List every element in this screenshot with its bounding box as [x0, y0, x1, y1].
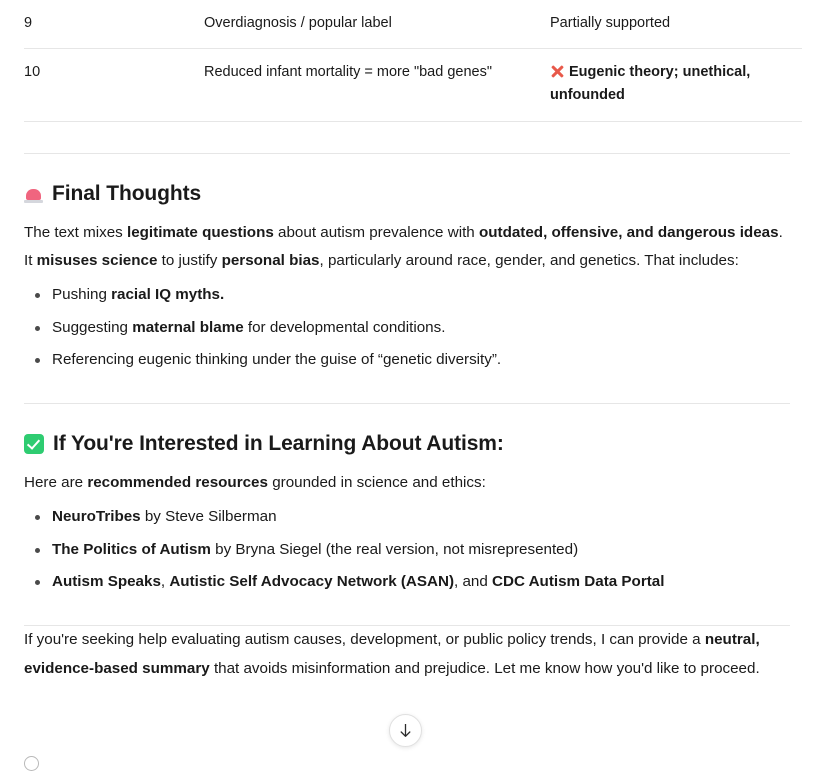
list-item — [52, 539, 790, 562]
scroll-to-bottom-button[interactable] — [389, 714, 422, 747]
list-item — [52, 571, 790, 594]
resource-title: Autism Speaks — [52, 573, 161, 591]
resources-intro — [24, 469, 790, 497]
resource-title: CDC Autism Data Portal — [492, 573, 665, 591]
list-item — [52, 317, 790, 340]
text-fragment: Here are — [24, 474, 88, 492]
text-emphasis: outdated, offensive, and dangerous ideas — [478, 223, 779, 241]
text-fragment: Suggesting — [52, 318, 133, 336]
resource-title: Autistic Self Advocacy Network (ASAN) — [169, 573, 455, 591]
text-fragment: . It — [24, 223, 783, 270]
text-fragment: for developmental conditions. — [243, 318, 446, 336]
claim-text: Overdiagnosis / popular label — [204, 0, 550, 49]
claim-text: Reduced infant mortality = more "bad genes" — [204, 49, 550, 121]
resources-heading — [24, 430, 790, 457]
check-mark-icon — [24, 434, 44, 454]
text-fragment: grounded in science and ethics: — [267, 474, 486, 492]
final-thoughts-title: Final Thoughts — [52, 181, 202, 205]
text-fragment: , and — [454, 573, 493, 591]
arrow-down-icon — [397, 722, 414, 739]
text-fragment: by Bryna Siegel (the real version, not misrepresented) — [210, 540, 579, 558]
text-fragment: by Steve Silberman — [140, 507, 277, 525]
text-emphasis: personal bias — [221, 252, 320, 270]
siren-icon — [24, 184, 43, 203]
text-emphasis: recommended resources — [87, 474, 268, 492]
table-row — [24, 0, 802, 49]
final-thoughts-list — [24, 284, 790, 372]
text-emphasis: maternal blame — [132, 318, 244, 336]
text-fragment: If you're seeking help evaluating autism causes, development, or public policy trends, I can provide a — [24, 631, 705, 649]
final-thoughts-paragraph — [24, 219, 790, 276]
text-fragment: that avoids misinformation and prejudice. Let me know how you'd like to proceed. — [209, 659, 760, 677]
text-fragment: , — [160, 573, 170, 591]
text-fragment: Referencing eugenic thinking under the guise of “genetic diversity”. — [52, 351, 502, 369]
resource-title: The Politics of Autism — [52, 540, 211, 558]
section-divider — [24, 403, 790, 404]
claim-number: 10 — [24, 49, 204, 121]
final-thoughts-heading — [24, 180, 790, 207]
resource-title: NeuroTribes — [52, 507, 141, 525]
cross-mark-icon — [550, 64, 564, 78]
table-row — [24, 49, 802, 121]
resources-title: If You're Interested in Learning About Autism: — [53, 432, 504, 456]
text-emphasis: racial IQ myths. — [111, 285, 225, 303]
claim-number: 9 — [24, 0, 204, 49]
text-fragment: about autism prevalence with — [273, 223, 479, 241]
text-fragment: , particularly around race, gender, and genetics. That includes: — [319, 252, 739, 270]
text-emphasis: misuses science — [36, 252, 158, 270]
claim-verdict-label: Eugenic theory; unethical, unfounded — [550, 64, 751, 104]
claims-table — [24, 0, 802, 122]
text-emphasis: legitimate questions — [126, 223, 274, 241]
list-item — [52, 349, 790, 372]
closing-paragraph — [24, 626, 790, 683]
text-fragment: The text mixes — [24, 223, 127, 241]
claim-verdict — [550, 49, 802, 121]
claim-verdict: Partially supported — [550, 0, 802, 49]
list-item — [52, 284, 790, 307]
text-fragment: to justify — [157, 252, 222, 270]
list-item — [52, 506, 790, 529]
text-fragment: Pushing — [52, 285, 112, 303]
resources-list — [24, 506, 790, 594]
text-emphasis: neutral, evidence-based summary — [24, 631, 760, 677]
section-divider — [24, 153, 790, 154]
